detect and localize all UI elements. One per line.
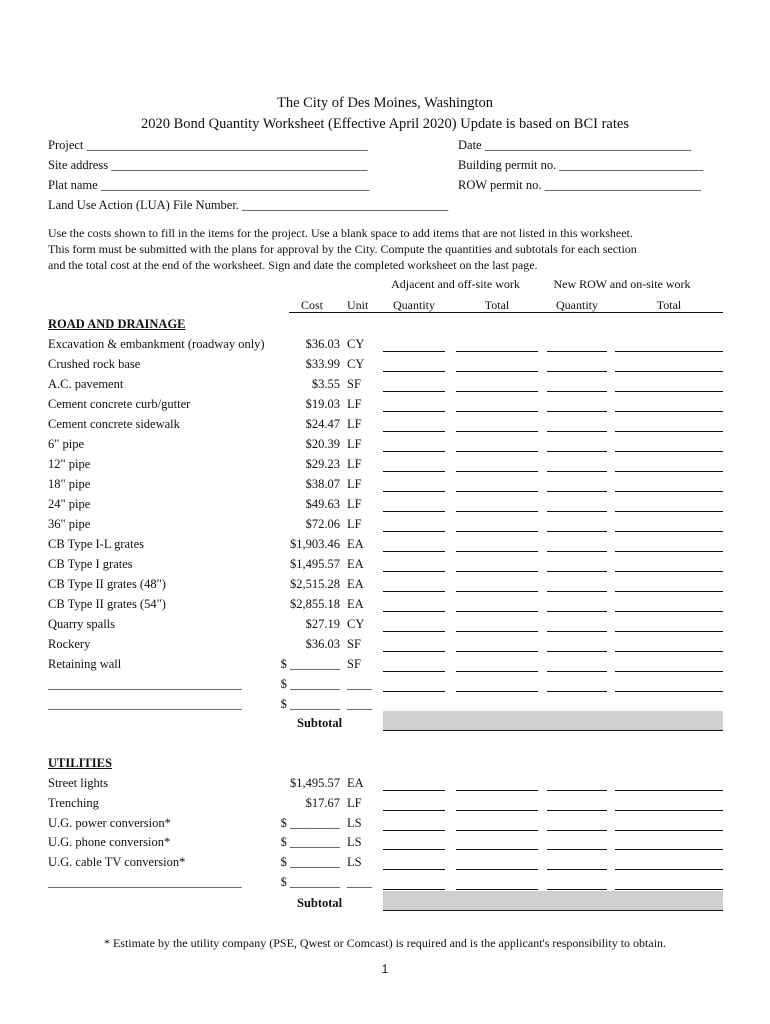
new-quantity-input[interactable]: [547, 631, 607, 632]
new-total-input[interactable]: [615, 611, 723, 612]
item-name: A.C. pavement: [48, 377, 124, 391]
item-unit: LS: [347, 815, 362, 830]
item-unit: ____: [347, 875, 372, 889]
item-cost: $ ________: [280, 815, 340, 830]
new-quantity-input[interactable]: [547, 849, 607, 850]
new-quantity-input[interactable]: [547, 431, 607, 432]
adjacent-total-input[interactable]: [456, 471, 538, 472]
new-quantity-input[interactable]: [547, 511, 607, 512]
adjacent-quantity-input[interactable]: [383, 651, 445, 652]
item-unit: LF: [347, 795, 362, 810]
item-name: 36" pipe: [48, 517, 91, 531]
new-quantity-input[interactable]: [547, 810, 607, 811]
adjacent-total-input[interactable]: [456, 889, 538, 890]
new-quantity-input[interactable]: [547, 351, 607, 352]
item-cost: $33.99: [305, 357, 340, 371]
new-total-input[interactable]: [615, 471, 723, 472]
city-title: The City of Des Moines, Washington: [276, 95, 494, 111]
item-unit: CY: [347, 617, 365, 631]
adjacent-quantity-input[interactable]: [383, 511, 445, 512]
new-total-input[interactable]: [615, 651, 723, 652]
building-permit-field[interactable]: Building permit no. _______________________: [458, 158, 704, 172]
adjacent-quantity-input[interactable]: [383, 849, 445, 850]
new-total-input[interactable]: [615, 889, 723, 890]
new-total-input[interactable]: [615, 691, 723, 692]
adjacent-quantity-input[interactable]: [383, 371, 445, 372]
new-total-input[interactable]: [615, 351, 723, 352]
item-name: U.G. phone conversion*: [48, 835, 171, 850]
footnote: * Estimate by the utility company (PSE, Qwest or Comcast) is required and is the applicant's responsibility to obtain.: [103, 936, 667, 950]
item-name: CB Type I grates: [48, 557, 133, 571]
subtotal-input[interactable]: [383, 891, 723, 911]
adjacent-quantity-input[interactable]: [383, 491, 445, 492]
item-name: 24" pipe: [48, 497, 91, 511]
item-name: U.G. power conversion*: [48, 815, 171, 830]
adjacent-quantity-input[interactable]: [383, 790, 445, 791]
adjacent-total-input[interactable]: [456, 391, 538, 392]
new-quantity-input[interactable]: [547, 691, 607, 692]
new-quantity-input[interactable]: [547, 790, 607, 791]
new-quantity-input[interactable]: [547, 869, 607, 870]
adjacent-total-input[interactable]: [456, 371, 538, 372]
item-cost: $27.19: [305, 617, 340, 631]
adjacent-total-input[interactable]: [456, 351, 538, 352]
adjacent-quantity-input[interactable]: [383, 551, 445, 552]
adjacent-total-input[interactable]: [456, 810, 538, 811]
adjacent-quantity-input[interactable]: [383, 671, 445, 672]
item-unit: EA: [347, 537, 364, 551]
adjacent-total-input[interactable]: [456, 651, 538, 652]
item-name: Cement concrete curb/gutter: [48, 397, 191, 411]
instructions-line-1: Use the costs shown to fill in the items for the project. Use a blank space to add items that are not listed in this worksheet.: [48, 226, 633, 240]
new-quantity-input[interactable]: [547, 491, 607, 492]
new-quantity-input[interactable]: [547, 551, 607, 552]
row-permit-field[interactable]: ROW permit no. _________________________: [458, 178, 701, 192]
item-name: Rockery: [48, 637, 91, 651]
item-cost: $ ________: [280, 657, 340, 671]
new-quantity-input[interactable]: [547, 371, 607, 372]
item-cost: $49.63: [305, 497, 340, 511]
new-total-input[interactable]: [615, 491, 723, 492]
adjacent-quantity-input[interactable]: [383, 391, 445, 392]
item-name: _______________________________: [48, 677, 242, 691]
new-quantity-input[interactable]: [547, 571, 607, 572]
item-cost: $36.03: [305, 637, 340, 651]
adjacent-total-input[interactable]: [456, 790, 538, 791]
new-total-input[interactable]: [615, 790, 723, 791]
new-quantity-input[interactable]: [547, 471, 607, 472]
adjacent-work-header: Adjacent and off-site work: [391, 277, 520, 291]
item-cost: $38.07: [305, 477, 340, 491]
project-field[interactable]: Project _____________________________________________: [48, 138, 368, 152]
item-name: Retaining wall: [48, 657, 122, 671]
item-unit: ____: [347, 697, 372, 711]
adjacent-quantity-input[interactable]: [383, 431, 445, 432]
item-cost: $24.47: [305, 417, 340, 431]
item-name: 12" pipe: [48, 457, 91, 471]
adjacent-quantity-input[interactable]: [383, 810, 445, 811]
item-name: Street lights: [48, 776, 109, 790]
item-cost: $1,495.57: [290, 557, 340, 571]
unit-column-header: Unit: [347, 298, 369, 312]
item-name: Cement concrete sidewalk: [48, 417, 180, 431]
new-quantity-input[interactable]: [547, 671, 607, 672]
item-name: Crushed rock base: [48, 357, 141, 371]
cost-column-header: Cost: [300, 298, 323, 312]
item-name: 6" pipe: [48, 437, 84, 451]
instructions-line-2: This form must be submitted with the plans for approval by the City. Compute the quantities and subtotals for each section: [48, 242, 637, 256]
new-total-input[interactable]: [615, 671, 723, 672]
item-unit: CY: [347, 337, 365, 351]
instructions-line-3: and the total cost at the end of the worksheet. Sign and date the completed worksheet on the last page.: [48, 258, 538, 272]
adjacent-total-input[interactable]: [456, 830, 538, 831]
item-unit: LF: [347, 517, 362, 531]
item-unit: LF: [347, 397, 362, 411]
item-name: CB Type I-L grates: [48, 537, 144, 551]
adjacent-quantity-input[interactable]: [383, 451, 445, 452]
adjacent-quantity-header: Quantity: [393, 298, 435, 312]
item-unit: LS: [347, 835, 362, 850]
site-address-field[interactable]: Site address _________________________________________: [48, 158, 368, 172]
new-total-input[interactable]: [615, 511, 723, 512]
item-cost: $72.06: [305, 517, 340, 531]
lua-field[interactable]: Land Use Action (LUA) File Number. _________________________________: [48, 198, 449, 212]
item-unit: LF: [347, 457, 362, 471]
new-total-header: Total: [656, 298, 682, 312]
item-cost: $20.39: [305, 437, 340, 451]
plat-name-field[interactable]: Plat name ___________________________________________: [48, 178, 370, 192]
adjacent-quantity-input[interactable]: [383, 571, 445, 572]
item-cost: $ ________: [280, 677, 340, 691]
item-unit: CY: [347, 357, 365, 371]
item-unit: EA: [347, 776, 364, 790]
item-unit: LS: [347, 855, 362, 870]
adjacent-quantity-input[interactable]: [383, 869, 445, 870]
new-total-input[interactable]: [615, 591, 723, 592]
adjacent-quantity-input[interactable]: [383, 591, 445, 592]
new-total-input[interactable]: [615, 810, 723, 811]
page-number: 1: [381, 962, 389, 976]
item-unit: LF: [347, 477, 362, 491]
adjacent-total-input[interactable]: [456, 411, 538, 412]
item-unit: EA: [347, 597, 364, 611]
item-cost: $ ________: [280, 875, 340, 889]
item-name: _______________________________: [48, 875, 242, 889]
item-cost: $29.23: [305, 457, 340, 471]
utilities-heading: UTILITIES: [48, 756, 112, 770]
new-total-input[interactable]: [615, 391, 723, 392]
adjacent-total-input[interactable]: [456, 691, 538, 692]
item-name: Excavation & embankment (roadway only): [48, 337, 265, 351]
adjacent-total-input[interactable]: [456, 869, 538, 870]
adjacent-quantity-input[interactable]: [383, 691, 445, 692]
item-cost: $2,855.18: [290, 597, 340, 611]
item-unit: LF: [347, 437, 362, 451]
new-total-input[interactable]: [615, 431, 723, 432]
new-quantity-input[interactable]: [547, 391, 607, 392]
subtotal-label: Subtotal: [297, 716, 343, 730]
new-total-input[interactable]: [615, 531, 723, 532]
item-cost: $19.03: [305, 397, 340, 411]
adjacent-quantity-input[interactable]: [383, 631, 445, 632]
item-cost: $2,515.28: [290, 577, 340, 591]
adjacent-quantity-input[interactable]: [383, 611, 445, 612]
new-quantity-input[interactable]: [547, 451, 607, 452]
new-total-input[interactable]: [615, 830, 723, 831]
new-total-input[interactable]: [615, 551, 723, 552]
new-quantity-header: Quantity: [556, 298, 598, 312]
road-drainage-heading: ROAD AND DRAINAGE: [48, 317, 186, 331]
item-unit: LF: [347, 497, 362, 511]
item-name: Trenching: [48, 795, 99, 810]
item-unit: ____: [347, 677, 372, 691]
adjacent-total-input[interactable]: [456, 611, 538, 612]
worksheet-title: 2020 Bond Quantity Worksheet (Effective April 2020) Update is based on BCI rates: [141, 116, 629, 132]
adjacent-total-input[interactable]: [456, 849, 538, 850]
item-cost: $1,903.46: [290, 537, 340, 551]
adjacent-total-input[interactable]: [456, 591, 538, 592]
new-quantity-input[interactable]: [547, 531, 607, 532]
new-total-input[interactable]: [615, 631, 723, 632]
adjacent-total-input[interactable]: [456, 551, 538, 552]
item-cost: $ ________: [280, 835, 340, 850]
item-name: 18" pipe: [48, 477, 91, 491]
adjacent-quantity-input[interactable]: [383, 830, 445, 831]
new-quantity-input[interactable]: [547, 830, 607, 831]
new-total-input[interactable]: [615, 371, 723, 372]
item-name: _______________________________: [48, 697, 242, 711]
item-name: U.G. cable TV conversion*: [48, 855, 186, 870]
new-total-input[interactable]: [615, 571, 723, 572]
adjacent-quantity-input[interactable]: [383, 531, 445, 532]
adjacent-total-input[interactable]: [456, 511, 538, 512]
new-total-input[interactable]: [615, 411, 723, 412]
item-cost: $ ________: [280, 855, 340, 870]
item-unit: SF: [347, 377, 361, 391]
item-cost: $17.67: [305, 795, 340, 810]
new-total-input[interactable]: [615, 451, 723, 452]
subtotal-label: Subtotal: [297, 896, 343, 910]
item-unit: SF: [347, 637, 361, 651]
item-name: CB Type II grates (54"): [48, 597, 166, 611]
item-name: Quarry spalls: [48, 617, 115, 631]
item-cost: $3.55: [311, 377, 340, 391]
adjacent-total-input[interactable]: [456, 571, 538, 572]
new-quantity-input[interactable]: [547, 611, 607, 612]
new-total-input[interactable]: [615, 849, 723, 850]
adjacent-quantity-input[interactable]: [383, 351, 445, 352]
new-quantity-input[interactable]: [547, 889, 607, 890]
header-rule: [289, 312, 723, 313]
item-unit: SF: [347, 657, 361, 671]
adjacent-total-input[interactable]: [456, 491, 538, 492]
item-cost: $ ________: [280, 697, 340, 711]
new-quantity-input[interactable]: [547, 411, 607, 412]
adjacent-quantity-input[interactable]: [383, 889, 445, 890]
adjacent-total-input[interactable]: [456, 431, 538, 432]
item-unit: LF: [347, 417, 362, 431]
new-row-work-header: New ROW and on-site work: [553, 277, 691, 291]
new-quantity-input[interactable]: [547, 651, 607, 652]
subtotal-input[interactable]: [383, 711, 723, 731]
adjacent-total-input[interactable]: [456, 631, 538, 632]
item-name: CB Type II grates (48"): [48, 577, 166, 591]
adjacent-total-input[interactable]: [456, 451, 538, 452]
adjacent-total-input[interactable]: [456, 531, 538, 532]
adjacent-quantity-input[interactable]: [383, 471, 445, 472]
item-cost: $1,495.57: [290, 776, 340, 790]
adjacent-total-header: Total: [484, 298, 510, 312]
new-quantity-input[interactable]: [547, 591, 607, 592]
date-field[interactable]: Date _________________________________: [458, 138, 691, 152]
item-unit: EA: [347, 557, 364, 571]
adjacent-quantity-input[interactable]: [383, 411, 445, 412]
new-total-input[interactable]: [615, 869, 723, 870]
item-unit: EA: [347, 577, 364, 591]
item-cost: $36.03: [305, 337, 340, 351]
adjacent-total-input[interactable]: [456, 671, 538, 672]
